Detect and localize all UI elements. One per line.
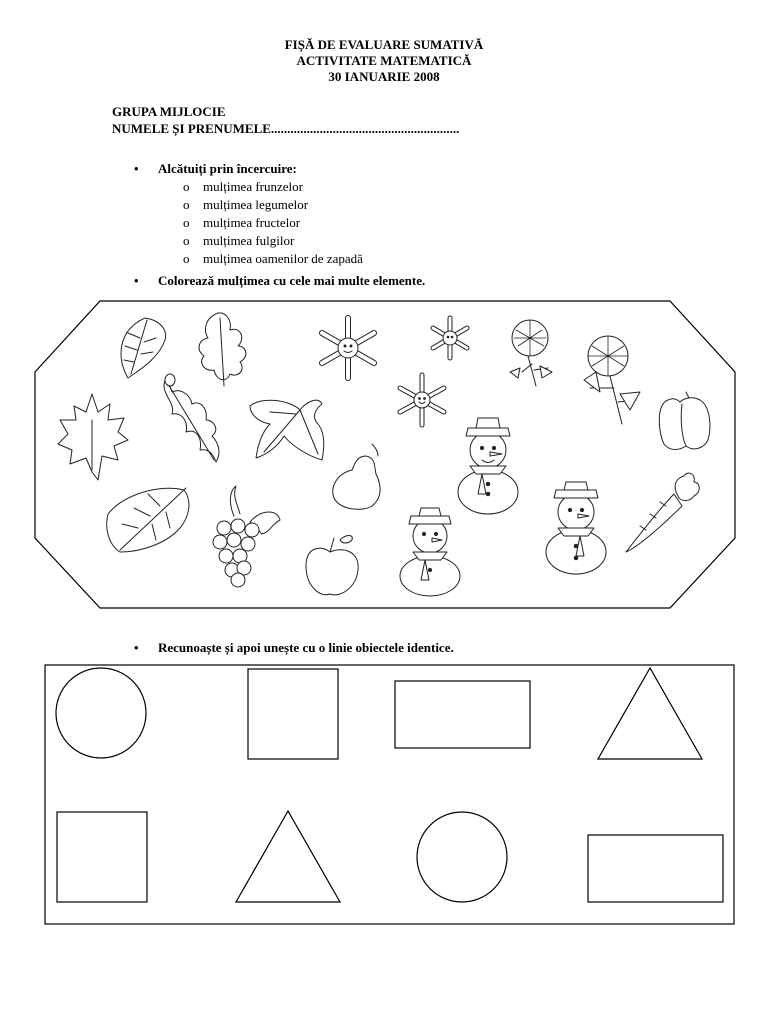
rectangle-shape	[588, 835, 723, 902]
title-line-1: FIȘĂ DE EVALUARE SUMATIVĂ	[284, 37, 484, 52]
circle-shape	[56, 668, 146, 758]
snowman-icon	[458, 418, 518, 514]
pear-icon	[333, 444, 380, 509]
circle-shape	[417, 812, 507, 902]
carrot-icon	[626, 473, 699, 552]
name-field-line: NUMELE ȘI PRENUMELE..........................................................	[112, 121, 460, 136]
task2-instruction-text: Colorează mulțimea cu cele mai multe elemente.	[158, 273, 426, 288]
rectangle-shape	[395, 681, 530, 748]
list-item-text: mulțimea fructelor	[203, 215, 301, 230]
list-marker: o	[183, 179, 190, 194]
task3-instruction-text: Recunoaște și apoi unește cu o linie obiectele identice.	[158, 640, 454, 655]
snowflake-icon	[322, 318, 374, 378]
list-item-text: mulțimea oamenilor de zapadă	[203, 251, 363, 266]
triangle-shape	[236, 811, 340, 902]
grapes-icon	[213, 486, 280, 587]
list-marker: o	[183, 233, 190, 248]
list-marker: o	[183, 197, 190, 212]
chrysanthemum-icon	[510, 320, 552, 386]
oak-leaf-icon	[164, 374, 219, 462]
task1-instruction-text: Alcătuiți prin încercuire:	[158, 161, 297, 176]
title-line-3: 30 IANUARIE 2008	[328, 69, 440, 84]
snowflake-icon	[433, 318, 467, 358]
list-item-text: mulțimea frunzelor	[203, 179, 303, 194]
leaf-icon	[121, 318, 166, 378]
title-line-2: ACTIVITATE MATEMATICĂ	[296, 53, 472, 68]
bullet-marker: •	[134, 640, 139, 655]
leaf-icon	[250, 400, 324, 460]
maple-leaf-icon	[58, 394, 128, 480]
bell-pepper-icon	[659, 392, 710, 450]
chrysanthemum-icon	[584, 336, 640, 424]
bullet-marker: •	[134, 161, 139, 176]
triangle-shape	[598, 668, 702, 759]
leaf-icon	[107, 488, 189, 552]
leaf-icon	[199, 313, 246, 386]
list-item-text: mulțimea fulgilor	[203, 233, 295, 248]
snowman-icon	[546, 482, 606, 574]
apple-icon	[306, 536, 358, 595]
list-marker: o	[183, 251, 190, 266]
list-marker: o	[183, 215, 190, 230]
snowman-icon	[400, 508, 460, 596]
snowflake-icon	[400, 375, 444, 425]
square-shape	[57, 812, 147, 902]
square-shape	[248, 669, 338, 759]
list-item-text: mulțimea legumelor	[203, 197, 309, 212]
bullet-marker: •	[134, 273, 139, 288]
group-label: GRUPA MIJLOCIE	[112, 104, 226, 119]
